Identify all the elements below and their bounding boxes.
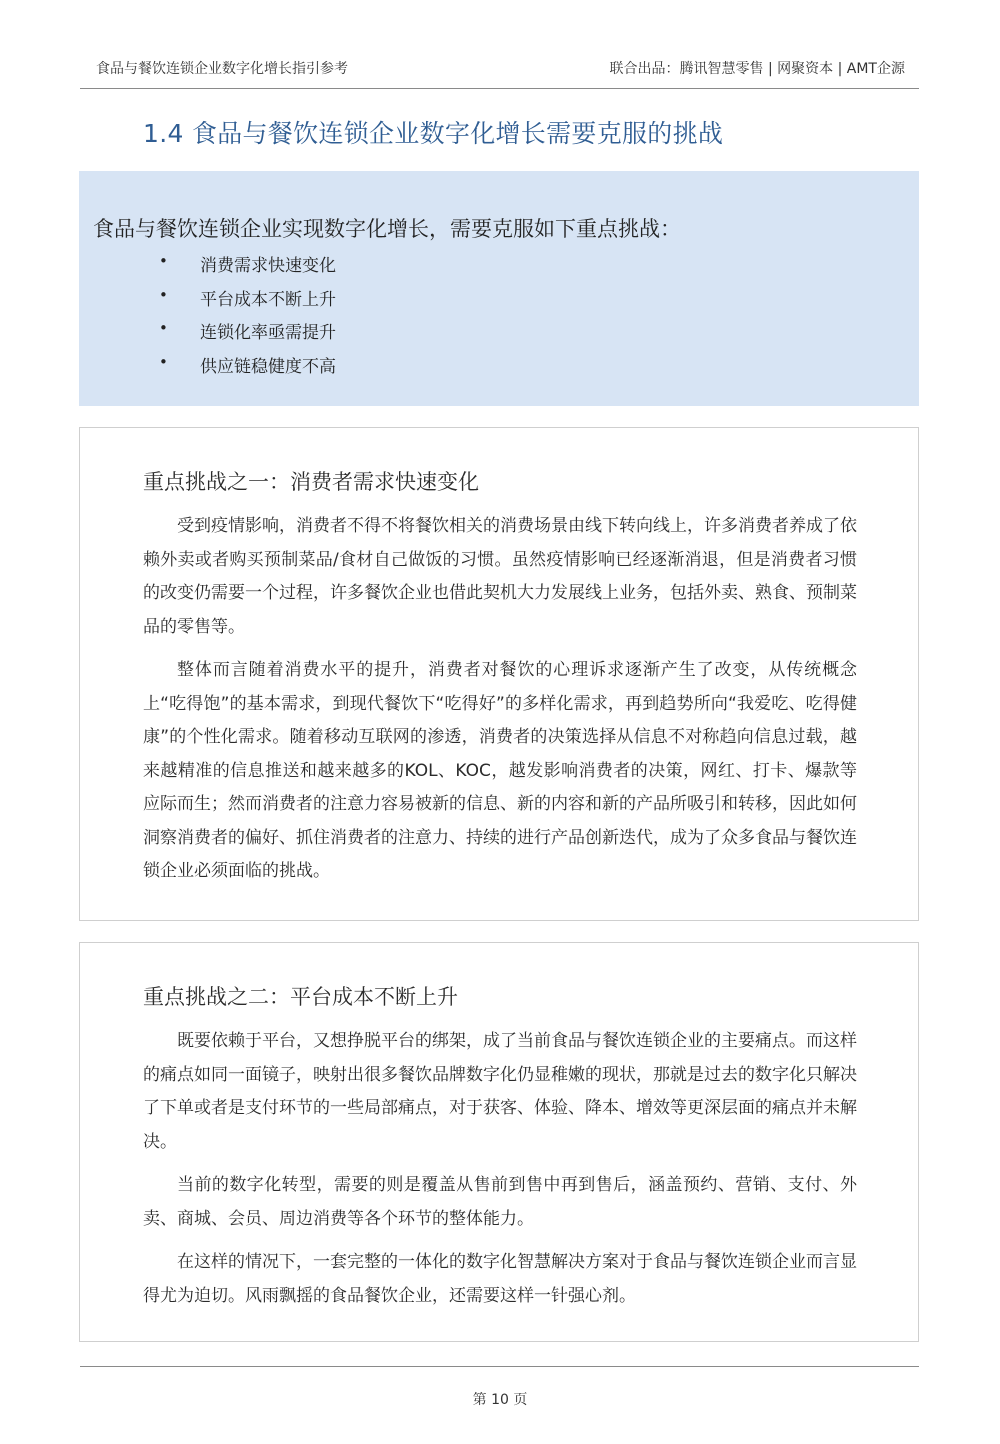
paragraph: 整体而言随着消费水平的提升，消费者对餐饮的心理诉求逐渐产生了改变，从传统概念上“吃得饱”的基本需求，到现代餐饮下“吃得好”的多样化需求，再到趋势所向“我爱吃、吃得健康”的个性化需求。随着移动互联网的渗透，消费者的决策选择从信息不对称趋向信息过载，越来越精准的信息推送和越来越多的KOL、KOC，越发影响消费者的决策，网红、打卡、爆款等应际而生；然而消费者的注意力容易被新的信息、新的内容和新的产品所吸引和转移，因此如何洞察消费者的偏好、抓住消费者的注意力、持续的进行产品创新迭代，成为了众多食品与餐饮连锁企业必须面临的挑战。 bbox=[143, 660, 857, 881]
footer-divider bbox=[80, 1366, 919, 1367]
bullet-text: 连锁化率亟需提升 bbox=[200, 323, 336, 343]
paragraph: 当前的数字化转型，需要的则是覆盖从售前到售中再到售后，涵盖预约、营销、支付、外卖、商城、会员、周边消费等各个环节的整体能力。 bbox=[143, 1175, 857, 1229]
challenge-card-body bbox=[143, 510, 857, 899]
challenge-card-2 bbox=[79, 942, 919, 1342]
bullet-marker: • bbox=[159, 252, 168, 270]
summary-intro: 食品与餐饮连锁企业实现数字化增长，需要克服如下重点挑战： bbox=[93, 217, 681, 241]
page-number: 第 10 页 bbox=[472, 1392, 528, 1408]
bullet-marker: • bbox=[159, 352, 168, 371]
header-publishers: 联合出品：腾讯智慧零售 | 网聚资本 | AMT企源 bbox=[609, 61, 905, 77]
challenge-card-body bbox=[143, 1025, 857, 1323]
challenge-card-1 bbox=[79, 427, 919, 921]
summary-box bbox=[79, 171, 919, 406]
bullet-marker: • bbox=[159, 319, 168, 337]
paragraph: 受到疫情影响，消费者不得不将餐饮相关的消费场景由线下转向线上，许多消费者养成了依赖外卖或者购买预制菜品/食材自己做饭的习惯。虽然疫情影响已经逐渐消退，但是消费者习惯的改变仍需要一个过程，许多餐饮企业也借此契机大力发展线上业务，包括外卖、熟食、预制菜品的零售等。 bbox=[143, 516, 857, 637]
paragraph: 在这样的情况下，一套完整的一体化的数字化智慧解决方案对于食品与餐饮连锁企业而言显得尤为迫切。风雨飘摇的食品餐饮企业，还需要这样一针强心剂。 bbox=[143, 1252, 857, 1306]
challenge-card-title: 重点挑战之二：平台成本不断上升 bbox=[143, 985, 458, 1009]
bullet-text: 消费需求快速变化 bbox=[200, 256, 336, 276]
bullet-text: 平台成本不断上升 bbox=[200, 289, 336, 310]
challenge-card-title: 重点挑战之一：消费者需求快速变化 bbox=[143, 470, 479, 494]
header-document-title: 食品与餐饮连锁企业数字化增长指引参考 bbox=[96, 61, 348, 77]
bullet-marker: • bbox=[159, 285, 168, 304]
paragraph: 既要依赖于平台，又想挣脱平台的绑架，成了当前食品与餐饮连锁企业的主要痛点。而这样的痛点如同一面镜子，映射出很多餐饮品牌数字化仍显稚嫩的现状，那就是过去的数字化只解决了下单或者是支付环节的一些局部痛点，对于获客、体验、降本、增效等更深层面的痛点并未解决。 bbox=[143, 1031, 857, 1152]
section-title: 1.4 食品与餐饮连锁企业数字化增长需要克服的挑战 bbox=[143, 119, 724, 148]
bullet-text: 供应链稳健度不高 bbox=[200, 356, 336, 377]
page-header bbox=[80, 52, 919, 89]
